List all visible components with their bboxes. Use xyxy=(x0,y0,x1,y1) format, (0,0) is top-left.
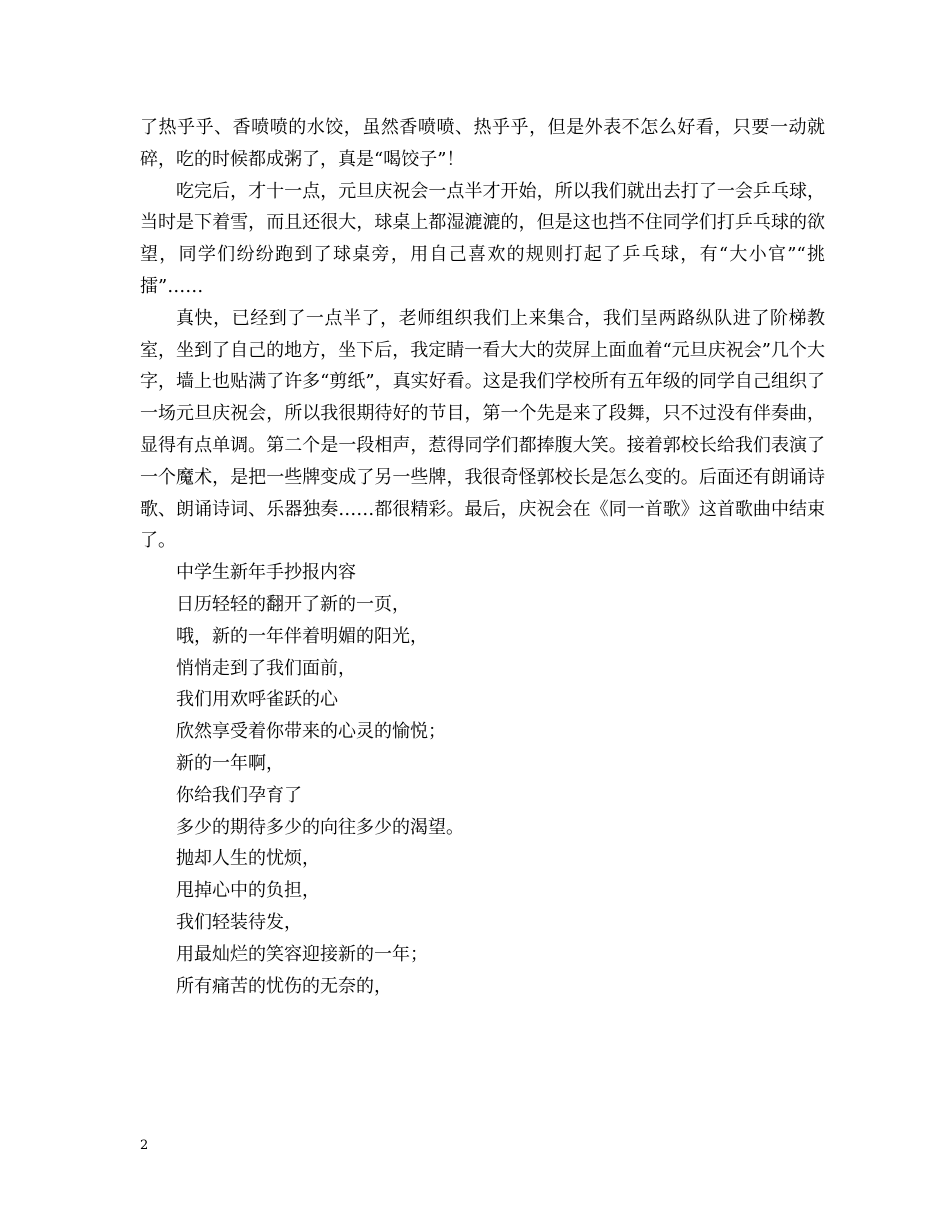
poem-block xyxy=(140,557,825,1002)
poem-line: 哦，新的一年伴着明媚的阳光， xyxy=(176,625,428,647)
poem-line: 欣然享受着你带来的心灵的愉悦； xyxy=(176,721,446,743)
poem-line: 抛却人生的忧烦， xyxy=(176,848,320,870)
poem-line: 你给我们孕育了 xyxy=(176,784,302,806)
paragraph-celebration: 真快，已经到了一点半了，老师组织我们上来集合，我们呈两路纵队进了阶梯教室，坐到了自己的地方，坐下后，我定睛一看大大的荧屏上面血着“元旦庆祝会”几个大字，墙上也贴满了许多“剪纸”，真实好看。这是我们学校所有五年级的同学自己组织了一场元旦庆祝会，所以我很期待好的节目，第一个先是来了段舞，只不过没有伴奏曲，显得有点单调。第二个是一段相声，惹得同学们都捧腹大笑。接着郭校长给我们表演了一个魔术，是把一些牌变成了另一些牌，我很奇怪郭校长是怎么变的。后面还有朗诵诗歌、朗诵诗词、乐器独奏……都很精彩。最后，庆祝会在《同一首歌》这首歌曲中结束了。 xyxy=(140,307,825,552)
poem-line: 甩掉心中的负担， xyxy=(176,880,320,902)
paragraph-ping-pong: 吃完后，才十一点，元旦庆祝会一点半才开始，所以我们就出去打了一会乒乓球，当时是下着雪，而且还很大，球桌上都湿漉漉的，但是这也挡不住同学们打乒乓球的欲望，同学们纷纷跑到了球桌旁，用自己喜欢的规则打起了乒乓球，有“大小官”“挑擂”…… xyxy=(140,180,825,297)
poem-line: 我们用欢呼雀跃的心 xyxy=(176,689,338,711)
page-number: 2 xyxy=(140,1138,149,1153)
paragraph-continued: 了热乎乎、香喷喷的水饺，虽然香喷喷、热乎乎，但是外表不怎么好看，只要一动就碎，吃的时候都成粥了，真是“喝饺子”！ xyxy=(140,117,825,170)
document-body xyxy=(140,112,825,1002)
poem-line: 新的一年啊， xyxy=(176,752,284,774)
poem-heading: 中学生新年手抄报内容 xyxy=(176,562,356,584)
poem-line: 所有痛苦的忧伤的无奈的， xyxy=(176,975,392,997)
poem-line: 我们轻装待发， xyxy=(176,911,302,933)
poem-line: 日历轻轻的翻开了新的一页， xyxy=(176,593,410,615)
poem-line: 悄悄走到了我们面前， xyxy=(176,657,356,679)
poem-line: 多少的期待多少的向往多少的渴望。 xyxy=(176,816,464,838)
poem-line: 用最灿烂的笑容迎接新的一年； xyxy=(176,943,428,965)
